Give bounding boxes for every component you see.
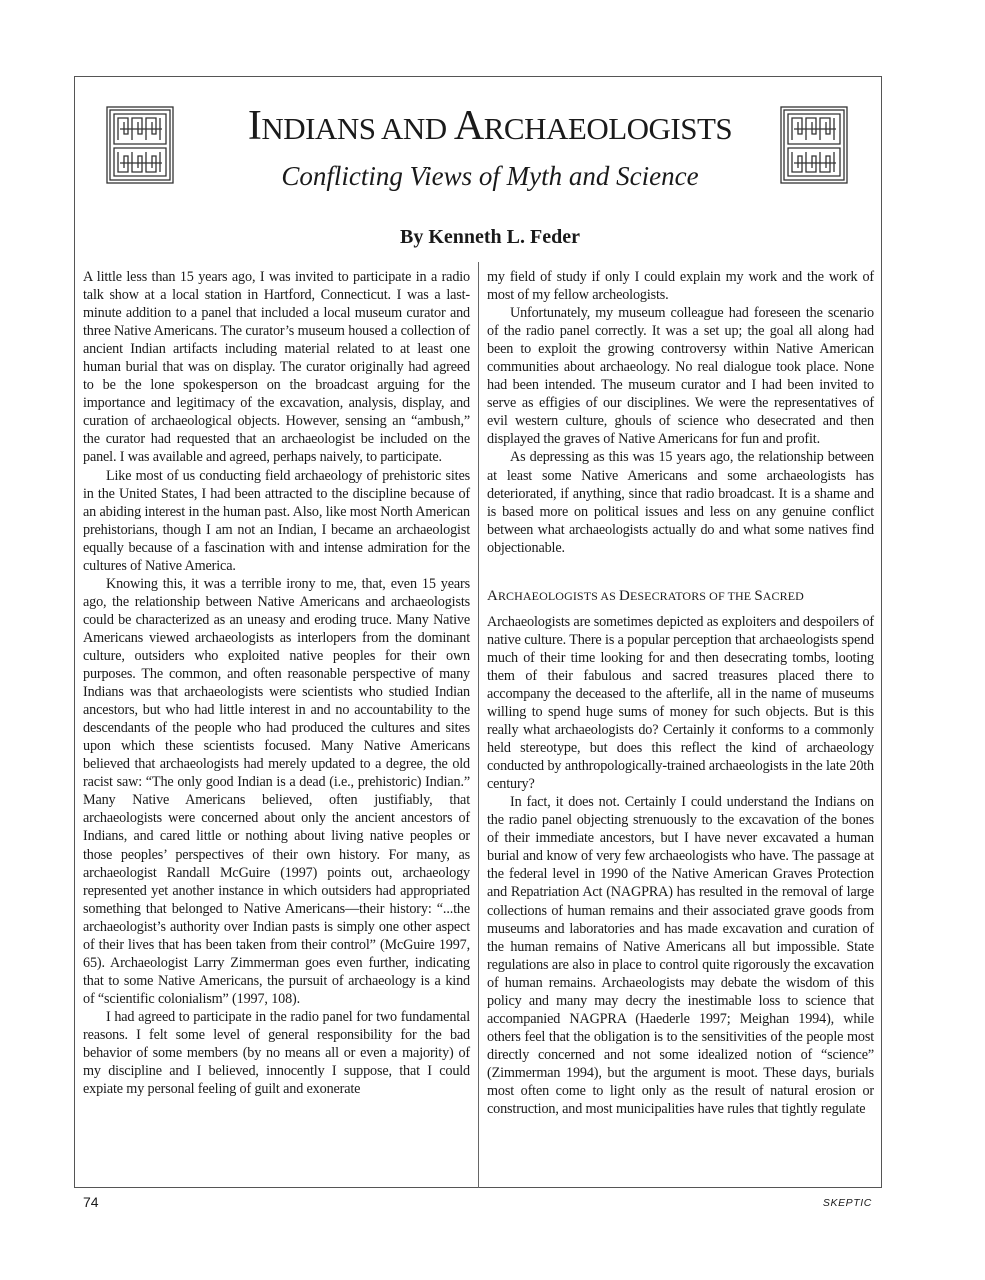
page-number: 74 — [83, 1194, 99, 1210]
paragraph: I had agreed to participate in the radio panel for two fundamental reasons. I felt some level of general responsibility for the bad behavior of some members (by no means all or even a majority) of my discipline and I believed, innocently I suppose, that I could expiate my personal feeling of guilt and exonerate — [83, 1008, 470, 1098]
column-divider — [478, 262, 479, 1188]
paragraph: As depressing as this was 15 years ago, the relationship between at least some Native Americans and some archaeologists has deteriorated, if anything, since that radio broadcast. It is a shame and is based more on political issues and less on any genuine conflict between what archaeologists actually do and what some natives find objectionable. — [487, 449, 874, 556]
article-title: INDIANS AND ARCHAEOLOGISTS — [247, 103, 733, 149]
paragraph: my field of study if only I could explain my work and the work of most of my fellow archeologists. — [487, 269, 874, 304]
section-heading: ARCHAEOLOGISTS AS DESECRATORS OF THE SACRED — [487, 587, 804, 604]
paragraph: Unfortunately, my museum colleague had foreseen the scenario of the radio panel correctly. It was a set up; the goal all along had been to exploit the growing controversy within Native American communities about archaeology. No real dialogue took place. None had been intended. The museum curator and I had been invited to serve as effigies of our disciplines. We were the representatives of evil western culture, ghouls of science who desecrated and then displayed the graves of Native Americans for fun and profit. — [487, 305, 874, 448]
paragraph: In fact, it does not. Certainly I could understand the Indians on the radio panel objecting strenuously to the excavation of the bones of their immediate ancestors, but I have never excavated a human burial and know of very few archaeologists who have. The passage at the federal level in 1990 of the Native American Graves Protection and Repatriation Act (NAGPRA) has resulted in the removal of large collections of human remains and their associated grave goods from museums and laboratories and has made excavation and curation of the human remains of Native Americans all but impossible. State regulations are also in place to control quite rigorously the excavation of human remains. Archaeologists may debate the wisdom of this policy and many may decry the inestimable loss to science that accompanied NAGPRA (Haederle 1997; Meighan 1994), while others feel that the obligation is to the sensitivities of the people most directly concerned and not some idealized notion of “science” (Zimmerman 1994), but the argument is moot. These days, burials most often come to light only as the result of natural erosion or construction, and most municipalities have rules that tightly regulate — [487, 794, 874, 1118]
byline: By Kenneth L. Feder — [400, 226, 580, 248]
left-column — [83, 268, 470, 1098]
article-subtitle: Conflicting Views of Myth and Science — [281, 161, 699, 191]
paragraph: A little less than 15 years ago, I was invited to participate in a radio talk show at a local station in Hartford, Connecticut. I was a last-minute addition to a panel that included a local museum curator and three Native Americans. The curator’s museum housed a collection of ancient Indian artifacts including material related to at least one human burial that was on display. The curator originally had agreed to be the lone spokesperson on the broadcast arguing for the importance and legitimacy of the excavation, analysis, display, and curation of archaeological objects. However, sensing an “ambush,” the curator had requested that an archaeologist be included on the panel. I was available and agreed, perhaps naively, to participate. — [83, 269, 470, 466]
paragraph: Knowing this, it was a terrible irony to me, that, even 15 years ago, the relationship between Native Americans and archaeologists could be characterized as an uneasy and eroding truce. Many Native Americans viewed archaeologists as interlopers from the dominant culture, outsiders who exploited native peoples for their own purposes. The common, and often reasonable perspective of many Indians was that archaeologists were scientists who studied Indian ancestors, but who had little interest in and no accountability to the descendants of the people who had produced the cultures and sites upon which these scientists focused. Many Native Americans believed that archaeologists had merely updated to a degree, the old racist saw: “The only good Indian is a dead (i.e., prehistoric) Indian.” Many Native Americans believed, often justifiably, that archaeologists were concerned about only the ancient ancestors of Indians, and cared little or nothing about living native peoples or those peoples’ perspectives of their own history. For many, as archaeologist Randall McGuire (1997) points out, archaeology represented yet another instance in which outsiders had appropriated something that belonged to Native Americans—their history: “...the archaeologist’s authority over Indian pasts is simply one other aspect of their lives that has been taken from their control” (McGuire 1997, 65). Archaeologist Larry Zimmerman goes even further, indicating that to some Native Americans, the pursuit of archaeology is a kind of “scientific colonialism” (1997, 108). — [83, 575, 470, 1007]
paragraph: Archaeologists are sometimes depicted as exploiters and despoilers of native culture. There is a popular perception that archaeologists spend much of their time looking for and then desecrating tombs, looting them of their fabulous and sacred treasures placed there to accompany the deceased to the afterlife, all in the name of museums willing to spend huge sums of money for such objects. But is this really what archaeologists do? Certainly it conforms to a commonly held stereotype, but does this reflect the kind of archaeology conducted by anthropologically-trained archaeologists in the late 20th century? — [487, 613, 874, 793]
right-column — [487, 268, 874, 1118]
paragraph: Like most of us conducting field archaeology of prehistoric sites in the United States, I had been attracted to the discipline because of an abiding interest in the human past. Also, like most North American prehistorians, though I am not an Indian, I became an archaeologist equally because of a fascination with and intense admiration for the cultures of Native America. — [83, 467, 470, 574]
publication-name: SKEPTIC — [822, 1197, 872, 1209]
